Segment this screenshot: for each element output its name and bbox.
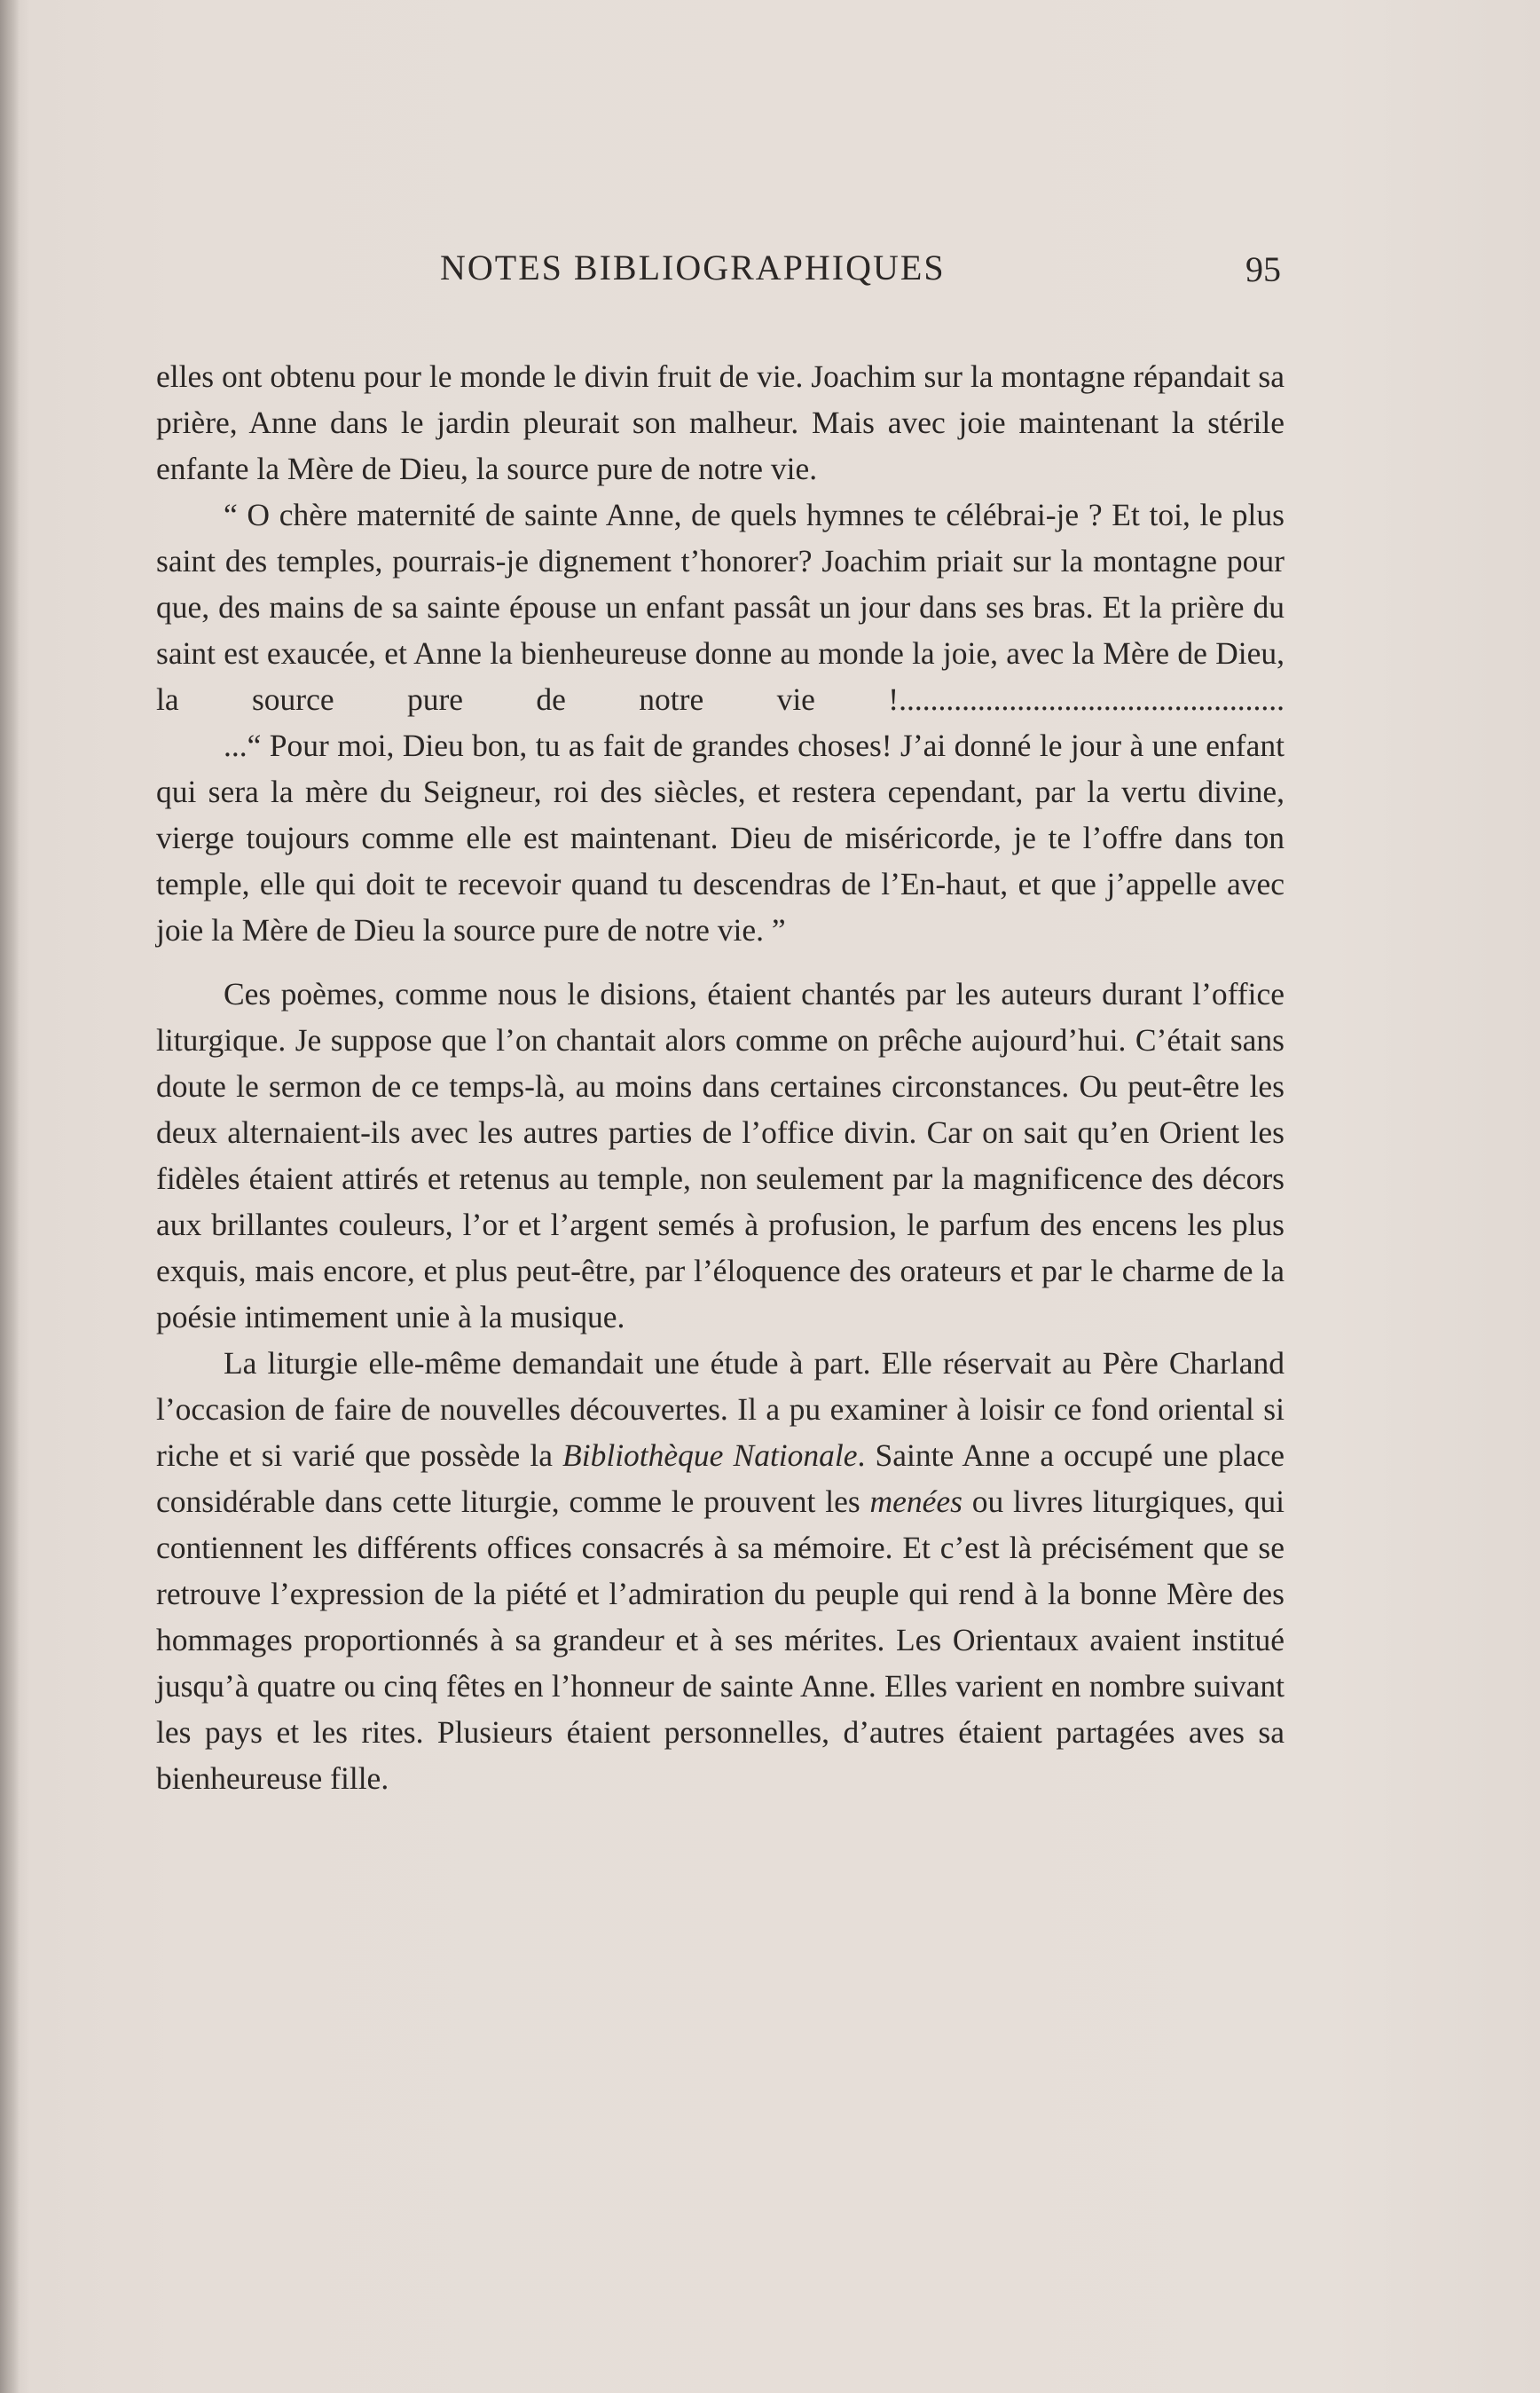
liturgy-text-1: La liturgie elle-même demandait une étude à part. Elle réservait au Père Charland l’occasion de faire de nouvelles découvertes. Il a pu examiner à loisir ce fond oriental si riche et si varié que possède la [156, 1345, 1285, 1473]
paragraph-hymn-quote: “ O chère maternité de sainte Anne, de quels hymnes te célébrai-je ? Et toi, le plus saint des temples, pourrais-je dignement t’honorer? Joachim priait sur la montagne pour que, des mains de sa sainte épouse un enfant passât un jour dans ses bras. Et la prière du saint est exaucée, et Anne la bienheureuse donne au monde la joie, avec la Mère de Dieu, la source pure de notre vie !................................................. [156, 497, 1285, 717]
page-spine-shadow [0, 0, 20, 2393]
paragraph-anne-speech: ...“ Pour moi, Dieu bon, tu as fait de grandes choses! J’ai donné le jour à une enfant qui sera la mère du Seigneur, roi des siècles, et restera cependant, par la vertu divine, vierge toujours comme elle est maintenant. Dieu de miséricorde, je te l’offre dans ton temple, elle qui doit te recevoir quand tu descendras de l’En-haut, et que j’appelle avec joie la Mère de Dieu la source pure de notre vie. ” [156, 728, 1285, 948]
liturgy-text-2: . Sainte Anne a occupé une place considérable dans cette liturgie, comme le prouvent les [156, 1437, 1285, 1519]
paragraph-liturgy [156, 1340, 1285, 1801]
body-text [156, 353, 1285, 1801]
liturgy-text-3: ou livres liturgiques, qui contiennent les différents offices consacrés à sa mémoire. Et c’est là précisément que se retrouve l’expression de la piété et l’admiration du peuple qui rend à la bonne Mère des hommages proportionnés à sa grandeur et à ses mérites. Les Orientaux avaient institué jusqu’à quatre ou cinq fêtes en l’honneur de sainte Anne. Elles varient en nombre suivant les pays et les rites. Plusieurs étaient personnelles, d’autres étaient partagées aves sa bienheureuse fille. [156, 1484, 1285, 1796]
paragraph-continuation: elles ont obtenu pour le monde le divin fruit de vie. Joachim sur la montagne répandait sa prière, Anne dans le jardin pleurait son malheur. Mais avec joie maintenant la stérile enfante la Mère de Dieu, la source pure de notre vie. [156, 358, 1285, 486]
library-name: Bibliothèque Nationale [562, 1437, 858, 1473]
menees-term: menées [869, 1484, 962, 1519]
page-number: 95 [1245, 249, 1281, 289]
paragraph-poems: Ces poèmes, comme nous le disions, étaient chantés par les auteurs durant l’office liturgique. Je suppose que l’on chantait alors comme on prêche aujourd’hui. C’était sans doute le sermon de ce temps-là, au moins dans certaines circonstances. Ou peut-être les deux alternaient-ils avec les autres parties de l’office divin. Car on sait qu’en Orient les fidèles étaient attirés et retenus au temple, non seulement par la magnificence des décors aux brillantes couleurs, l’or et l’argent semés à profusion, le parfum des encens les plus exquis, mais encore, et plus peut-être, par l’éloquence des orateurs et par le charme de la poésie intimement unie à la musique. [156, 976, 1285, 1334]
running-head: NOTES BIBLIOGRAPHIQUES [440, 248, 946, 287]
